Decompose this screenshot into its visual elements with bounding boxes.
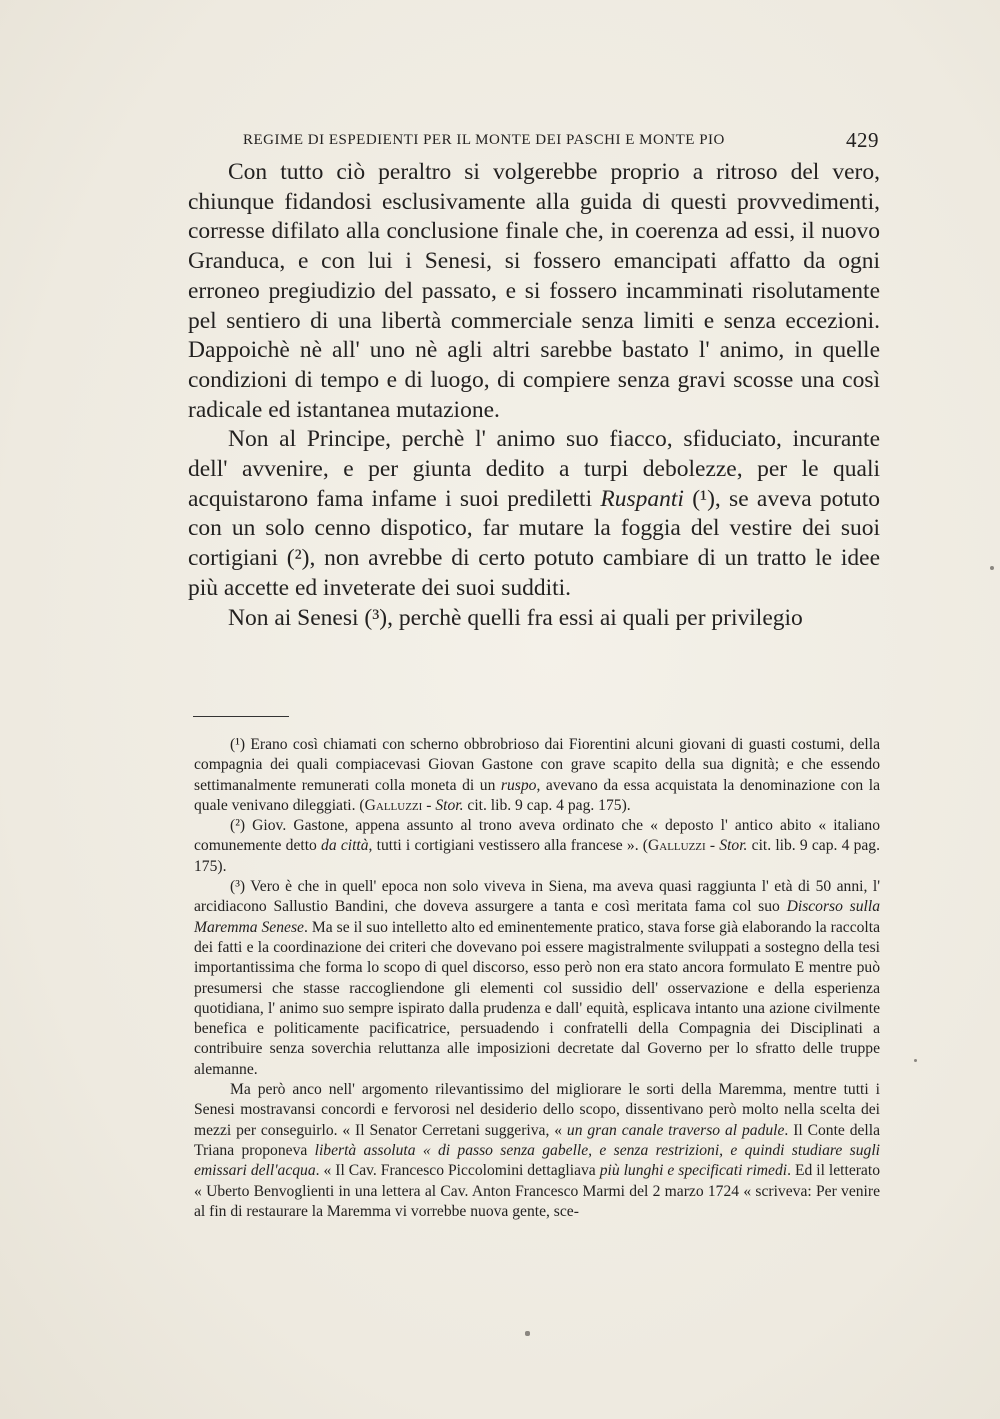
footnote-4-italic-liberta: libertà assoluta « di passo senza gabelle, e senza restrizioni, e quindi studiare sugli emissari dell'acqua (194, 1141, 880, 1180)
footnote-4-italic-rimedi: più lunghi e specificati rimedi (599, 1162, 788, 1180)
footnote-2-stor: Stor. (719, 837, 748, 855)
footnote-4-text-b: . Il Conte della Triana proponeva (194, 1121, 881, 1159)
footnote-3-italic: Discorso sulla Maremma Senese (194, 898, 880, 936)
footnote-3-continued (194, 1080, 880, 1222)
footnote-4-text-a: Ma però anco nell' argomento rilevantissimo del migliorare le sorti della Maremma, mentre tutti i Senesi mostravansi concordi e fervorosi nel desiderio dello scopo, dissentivano però molto nella scelta dei mezzi per conseguirlo. « Il Senator Cerretani suggeriva, « (194, 1081, 880, 1139)
footnote-2-text-b: , tutti i cortigiani vestissero alla francese ». ( (368, 837, 648, 855)
main-text (188, 158, 880, 633)
paragraph-2 (188, 425, 880, 603)
paragraph-2-text-b: (¹), se aveva potuto con un solo cenno dispotico, far mutare la foggia del vestire dei suoi cortigiani (²), non avrebbe di certo potuto cambiare di un tratto le idee più accette ed inveterate dei suoi sudditi. (188, 485, 880, 601)
footnote-1-text-a: (¹) Erano così chiamati con scherno obbrobrioso dai Fiorentini alcuni giovani di guasti costumi, della compagnia dei quali compiacevasi Giovan Gastone con grave scapito della sua dignità; e che essendo settimanalmente remunerati colla moneta di un (194, 736, 880, 794)
scan-speck (990, 566, 994, 570)
footnote-4-text-d: . Ed il letterato « Uberto Benvoglienti in una lettera al Cav. Anton Francesco Marmi del 2 marzo 1724 « scriveva: Per venire al fin di restaurare la Maremma vi vorrebbe nuova gente, sce- (194, 1162, 880, 1220)
footnote-4-text-c: . « Il Cav. Francesco Piccolomini dettagliava (315, 1162, 600, 1180)
footnote-1-stor: Stor. (435, 796, 464, 814)
footnote-1-italic: ruspo (500, 776, 537, 794)
footnote-4-italic-canale: un gran canale traverso al padule (566, 1121, 785, 1139)
scan-speck (525, 1331, 530, 1336)
footnote-2 (194, 816, 880, 877)
footnote-3-text-a: (³) Vero è che in quell' epoca non solo viveva in Siena, ma aveva quasi raggiunta l' età di 50 anni, l' arcidiacono Sallustio Bandini, che doveva assurgere a tanta e così meritata fama col suo (194, 878, 880, 916)
footnote-3 (194, 877, 880, 1080)
paragraph-1: Con tutto ciò peraltro si volgerebbe proprio a ritroso del vero, chiunque fidandosi esclusivamente alla guida di questi provvedimenti, corresse difilato alla conclusione finale che, in coerenza ad essi, il nuovo Granduca, e con lui i Senesi, si fossero emancipati affatto da ogni erroneo pregiudizio del passato, e si fossero incamminati risolutamente pel sentiero di una libertà commerciale senza limiti e senza eccezioni. Dappoichè nè all' uno nè agli altri sarebbe bastato l' animo, in quelle condizioni di tempo e di luogo, di compiere senza gravi scosse una così radicale ed istantanea mutazione. (188, 159, 880, 423)
running-title: REGIME DI ESPEDIENTI PER IL MONTE DEI PASCHI E MONTE PIO (243, 132, 725, 148)
footnote-1 (194, 735, 880, 816)
footnote-2-italic: da città (321, 837, 369, 855)
scan-speck (914, 1059, 917, 1062)
footnote-1-text-d: cit. lib. 9 cap. 4 pag. 175). (463, 796, 631, 814)
footnote-1-dash: - (422, 796, 436, 814)
footnote-2-dash: - (705, 837, 720, 855)
footnote-2-text-a: (²) Giov. Gastone, appena assunto al trono aveva ordinato che « deposto l' antico abito « italiano comunemente detto (194, 817, 880, 855)
paragraph-3: Non ai Senesi (³), perchè quelli fra essi ai quali per privilegio (228, 604, 803, 631)
page-number: 429 (846, 128, 879, 152)
paragraph-2-text-a: Non al Principe, perchè l' animo suo fiacco, sfiduciato, incurante dell' avvenire, e per giunta dedito a turpi debolezze, per le quali acquistarono fama infame i suoi prediletti (188, 426, 880, 512)
footnote-2-author: Galluzzi (648, 837, 706, 855)
running-header (243, 128, 879, 154)
footnote-3-text-b: . Ma se il suo intelletto alto ed eminentemente pratico, stava forse già elaborando la raccolta dei fatti e la coordinazione dei criteri che dovevano poi essere magistralmente sviluppati a sostegno della tesi importantissima che forma lo scopo di quel discorso, esso però non era stato ancora formulato E mentre può presumersi che stasse raccogliendone gli elementi col sussidio dell' osservazione e della esperienza quotidiana, l' animo suo sempre ispirato dalla prudenza e dall' equità, esplicava intanto una azione civilmente benefica e politicamente pacificatrice, persuadendo i confratelli della Compagnia dei Disciplinati a contribuire senza soverchia reluttanza alle imposizioni decretate dal Governo per lo sfratto delle truppe alemanne. (194, 918, 881, 1078)
footnote-1-author: Galluzzi (364, 796, 423, 814)
ruspanti-italic: Ruspanti (600, 485, 684, 512)
footnote-2-text-d: cit. lib. 9 cap. 4 pag. 175). (194, 837, 880, 875)
footnotes (194, 735, 880, 1222)
footnote-1-text-b: , avevano da essa acquistata la denominazione con la quale venivano dileggiati. ( (194, 776, 880, 814)
footnote-rule (193, 716, 289, 717)
